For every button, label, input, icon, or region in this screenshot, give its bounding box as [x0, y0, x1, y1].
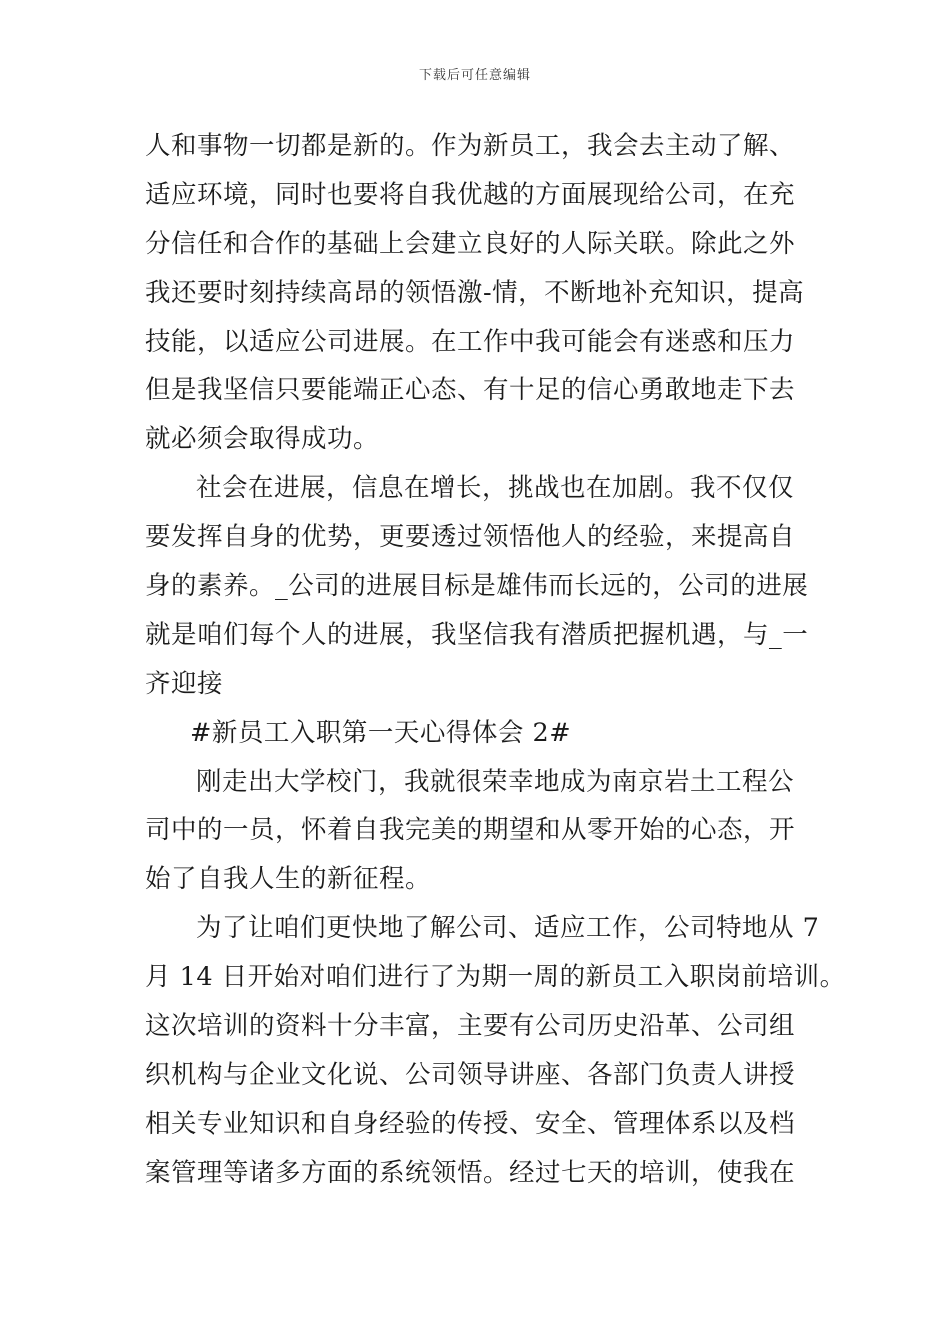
- paragraph: [145, 122, 810, 464]
- text-line: 为了让咱们更快地了解公司、适应工作，公司特地从 7: [196, 913, 820, 944]
- text-line: 人和事物一切都是新的。作为新员工，我会去主动了解、: [145, 131, 796, 161]
- text-line: 齐迎接: [145, 668, 224, 699]
- text-line: 刚走出大学校门，我就很荣幸地成为南京岩土工程公: [196, 766, 795, 797]
- text-line: 分信任和合作的基础上会建立良好的人际关联。除此之外: [145, 228, 796, 259]
- text-line: 就必须会取得成功。: [145, 424, 380, 455]
- paragraph: [145, 758, 810, 905]
- paragraph: [145, 464, 810, 708]
- text-line: 就是咱们每个人的进展，我坚信我有潜质把握机遇，与_一: [145, 619, 809, 650]
- text-line: 织机构与企业文化说、公司领导讲座、各部门负责人讲授: [145, 1059, 796, 1090]
- text-line: 月 14 日开始对咱们进行了为期一周的新员工入职岗前培训。: [145, 962, 846, 993]
- page-header-note: 下载后可任意编辑: [418, 68, 531, 83]
- text-line: 身的素养。_公司的进展目标是雄伟而长远的，公司的进展: [145, 571, 809, 602]
- text-line: 相关专业知识和自身经验的传授、安全、管理体系以及档: [145, 1108, 796, 1139]
- text-line: 技能，以适应公司进展。在工作中我可能会有迷惑和压力: [145, 326, 796, 357]
- text-line: 但是我坚信只要能端正心态、有十足的信心勇敢地走下去: [145, 375, 796, 406]
- text-line: 我还要时刻持续高昂的领悟激-情，不断地补充知识，提高: [145, 277, 805, 308]
- text-line: 案管理等诸多方面的系统领悟。经过七天的培训，使我在: [145, 1157, 796, 1188]
- section-heading-text: #新员工入职第一天心得体会 2#: [190, 717, 572, 748]
- text-line: 社会在进展，信息在增长，挑战也在加剧。我不仅仅: [196, 473, 795, 504]
- text-line: 这次培训的资料十分丰富，主要有公司历史沿革、公司组: [145, 1011, 796, 1042]
- section-heading: [145, 709, 810, 758]
- paragraph: [145, 904, 846, 1197]
- text-line: 始了自我人生的新征程。: [145, 864, 432, 895]
- document-body: [145, 122, 846, 1198]
- text-line: 要发挥自身的优势，更要透过领悟他人的经验，来提高自: [145, 522, 796, 553]
- text-line: 适应环境，同时也要将自我优越的方面展现给公司，在充: [145, 179, 796, 210]
- text-line: 司中的一员，怀着自我完美的期望和从零开始的心态，开: [145, 815, 796, 846]
